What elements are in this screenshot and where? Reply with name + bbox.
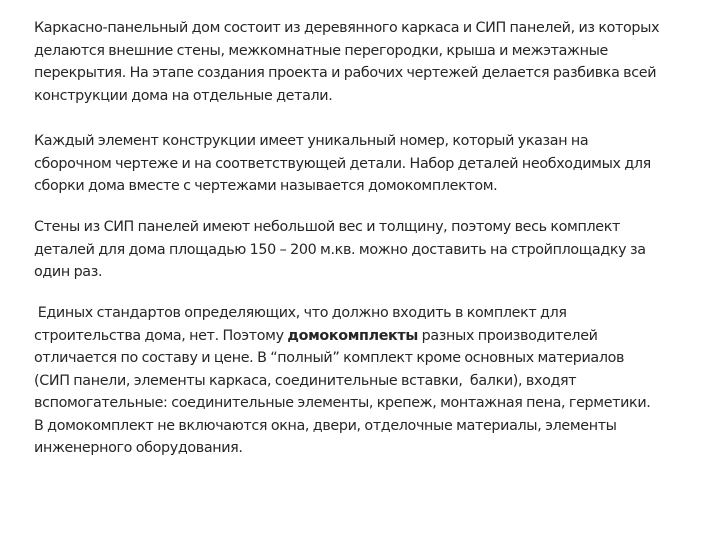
text-line: В домокомплект не включаются окна, двери, отделочные материалы, элементы [34, 417, 617, 434]
paragraph-4 [34, 302, 650, 460]
text-line: Единых стандартов определяющих, что должно входить в комплект для [34, 305, 567, 321]
text-line-with-emphasis [34, 325, 650, 348]
text-line: один раз. [34, 264, 103, 280]
text-line: деталей для дома площадью 150 – 200 м.кв. можно доставить на стройплощадку за [34, 241, 646, 258]
text-line: сборки дома вместе с чертежами называется домокомплектом. [34, 178, 498, 194]
text-line: отличается по составу и цене. В “полный” комплект кроме основных материалов [34, 350, 625, 366]
text-line: перекрытия. На этапе создания проекта и рабочих чертежей делается разбивка всей [34, 65, 657, 81]
paragraph-2 [34, 130, 651, 198]
text-line: инженерного оборудования. [34, 440, 243, 456]
text-line: вспомогательные: соединительные элементы, крепеж, монтажная пена, герметики. [34, 395, 651, 411]
text-segment: разных производителей [417, 327, 598, 344]
text-line: Стены из СИП панелей имеют небольшой вес и толщину, поэтому весь комплект [34, 219, 620, 235]
emphasis-term: домокомплекты [287, 327, 418, 344]
text-line: конструкции дома на отдельные детали. [34, 87, 333, 104]
paragraph-3 [34, 216, 646, 284]
text-line: (СИП панели, элементы каркаса, соединительные вставки, балки), входят [34, 372, 577, 389]
text-line: делаются внешние стены, межкомнатные перегородки, крыша и межэтажные [34, 42, 608, 59]
text-line: сборочном чертеже и на соответствующей детали. Набор деталей необходимых для [34, 155, 651, 172]
text-line: Каждый элемент конструкции имеет уникальный номер, который указан на [34, 133, 589, 149]
paragraph-1 [34, 17, 659, 107]
text-line: Каркасно-панельный дом состоит из деревянного каркаса и СИП панелей, из которых [34, 20, 660, 36]
text-segment: строительства дома, нет. Поэтому [34, 327, 288, 344]
